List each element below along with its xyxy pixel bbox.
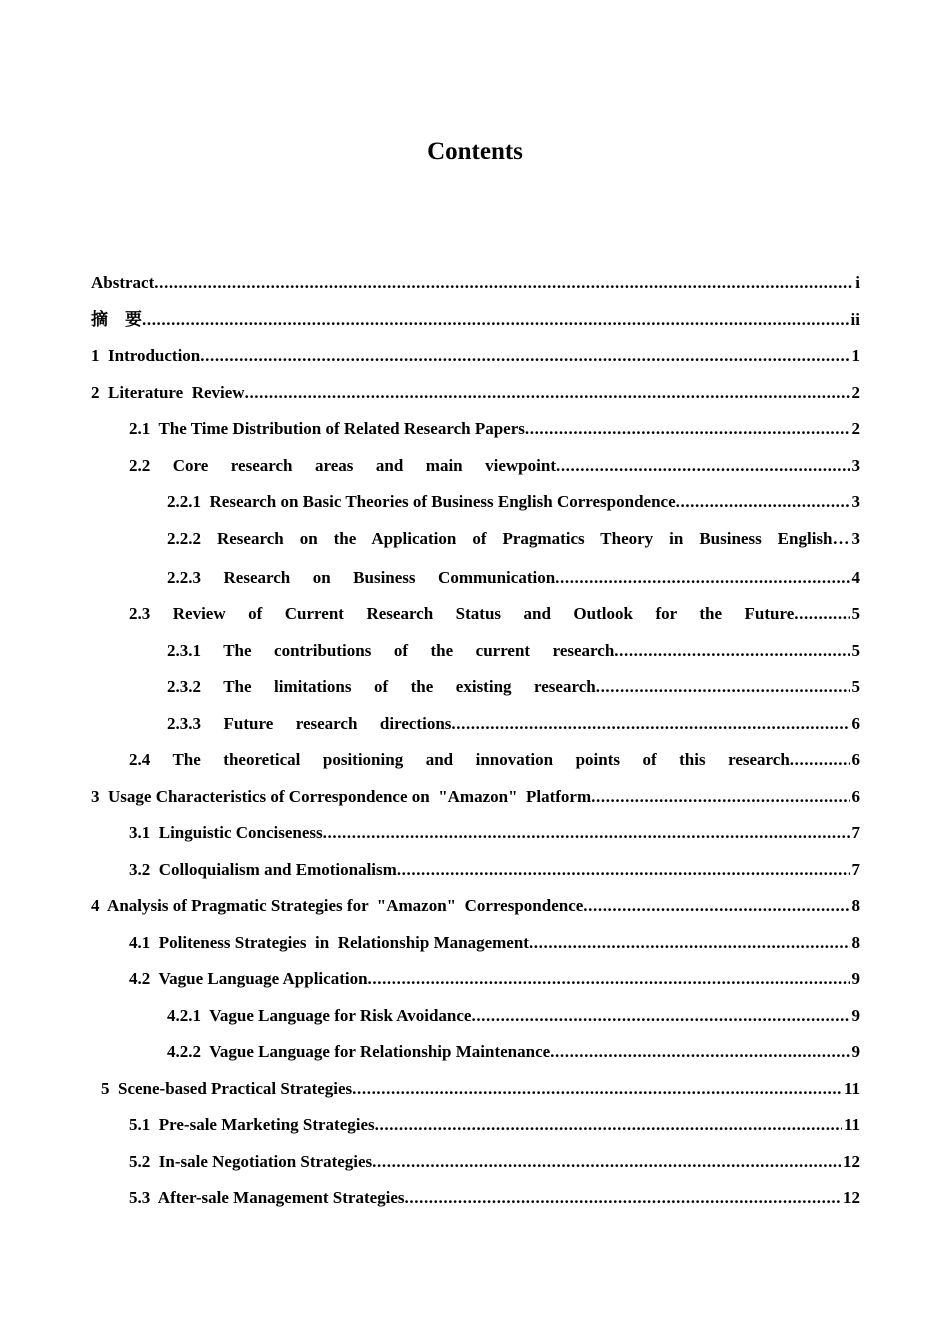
toc-dot-leader — [368, 964, 850, 994]
toc-entry-text: 2.3.1 The contributions of the current research — [167, 640, 615, 660]
toc-dot-leader — [794, 599, 849, 629]
toc-entry-text: 3 Usage Characteristics of Correspondence on "Amazon" Platform — [91, 786, 592, 806]
toc-entry-2-2-2[interactable] — [91, 524, 860, 563]
toc-dot-leader — [676, 487, 850, 517]
toc-dot-leader — [154, 268, 853, 298]
toc-dot-leader — [200, 341, 849, 371]
toc-entry-2-2-3[interactable] — [91, 563, 860, 600]
toc-entry-4[interactable] — [91, 891, 860, 928]
toc-dot-leader — [614, 636, 849, 666]
toc-page-number: 11 — [843, 1115, 860, 1134]
toc-entry-text: 4.2 Vague Language Application — [129, 969, 368, 988]
toc-entry-text: 4 Analysis of Pragmatic Strategies for "Amazon" Correspondence — [91, 896, 584, 915]
toc-page-number: 6 — [851, 786, 860, 806]
toc-entry-text: 2 Literature Review — [91, 382, 245, 402]
toc-page-number: 11 — [843, 1078, 860, 1098]
toc-entry-text: 1 Introduction — [91, 346, 201, 365]
toc-entry-2-3-1[interactable] — [91, 636, 860, 673]
toc-entry-2-3[interactable] — [91, 599, 860, 636]
toc-page-number: 9 — [851, 1042, 860, 1061]
toc-dot-leader — [471, 1001, 849, 1031]
toc-dot-leader — [397, 855, 850, 885]
toc-page-number: 3 — [851, 492, 860, 511]
toc-page-number: 9 — [851, 969, 860, 988]
toc-dot-leader — [451, 709, 849, 739]
toc-entry-text: 摘 要 — [91, 309, 142, 329]
toc-entry-2-3-3[interactable] — [91, 709, 860, 746]
toc-dot-leader — [405, 1183, 841, 1213]
toc-page-number: 5 — [851, 640, 860, 660]
toc-page-number: 7 — [851, 859, 860, 879]
toc-dot-leader — [352, 1074, 842, 1104]
toc-entry-2-3-2[interactable] — [91, 672, 860, 709]
toc-page-number: 2 — [851, 419, 860, 438]
toc-dot-leader — [591, 782, 849, 812]
toc-page-number: 12 — [843, 1151, 860, 1171]
toc-entry-text: 2.2.2 Research on the Application of Pragmatics Theory in Business English… — [167, 528, 850, 548]
table-of-contents — [91, 268, 860, 1220]
toc-page-number: 4 — [851, 567, 860, 587]
toc-entry-2-2[interactable] — [91, 451, 860, 488]
page-title: Contents — [427, 138, 523, 165]
toc-dot-leader — [550, 1037, 849, 1067]
toc-dot-leader — [372, 1147, 841, 1177]
toc-entry-5-2[interactable] — [91, 1147, 860, 1184]
toc-entry-text: 4.2.1 Vague Language for Risk Avoidance — [167, 1005, 472, 1025]
toc-entry-5-1[interactable] — [91, 1110, 860, 1147]
toc-dot-leader — [790, 745, 850, 775]
toc-dot-leader — [323, 818, 850, 848]
toc-entry-text: 2.2.1 Research on Basic Theories of Business English Correspondence — [167, 492, 676, 511]
toc-dot-leader — [245, 378, 850, 408]
toc-page-number: 7 — [851, 823, 860, 842]
toc-entry-text: 5.3 After-sale Management Strategies — [129, 1188, 405, 1207]
toc-entry-5[interactable] — [91, 1074, 860, 1111]
toc-page-number: 6 — [851, 750, 860, 769]
toc-page-number: 3 — [851, 528, 860, 548]
toc-entry-text: Abstract — [91, 273, 155, 292]
toc-entry-text: 3.1 Linguistic Conciseness — [129, 823, 323, 842]
toc-entry-text: 2.1 The Time Distribution of Related Research Papers — [129, 419, 525, 438]
toc-entry-chinese-abstract[interactable] — [91, 305, 860, 342]
toc-entry-text: 4.1 Politeness Strategies in Relationship Management — [129, 932, 529, 952]
toc-page-number: 8 — [851, 896, 860, 915]
toc-entry-5-3[interactable] — [91, 1183, 860, 1220]
toc-page-number: 6 — [851, 713, 860, 733]
toc-entry-1[interactable] — [91, 341, 860, 378]
toc-page-number: 1 — [851, 346, 860, 365]
toc-entry-text: 2.4 The theoretical positioning and innovation points of this research — [129, 750, 790, 769]
toc-page-number: 5 — [851, 604, 860, 623]
toc-entry-4-2-1[interactable] — [91, 1001, 860, 1038]
toc-entry-2-2-1[interactable] — [91, 487, 860, 524]
toc-entry-2[interactable] — [91, 378, 860, 415]
toc-entry-text: 5.1 Pre-sale Marketing Strategies — [129, 1115, 375, 1134]
toc-entry-2-1[interactable] — [91, 414, 860, 451]
toc-entry-4-1[interactable] — [91, 928, 860, 965]
toc-entry-4-2-2[interactable] — [91, 1037, 860, 1074]
toc-entry-text: 4.2.2 Vague Language for Relationship Maintenance — [167, 1042, 551, 1061]
toc-entry-text: 2.2 Core research areas and main viewpoint — [129, 455, 556, 475]
toc-entry-4-2[interactable] — [91, 964, 860, 1001]
toc-dot-leader — [142, 305, 849, 335]
toc-entry-3-1[interactable] — [91, 818, 860, 855]
toc-page-number: 2 — [851, 382, 860, 402]
toc-page-number: 8 — [851, 932, 860, 952]
toc-entry-text: 3.2 Colloquialism and Emotionalism — [129, 859, 397, 879]
toc-dot-leader — [555, 563, 849, 593]
toc-entry-text: 5.2 In-sale Negotiation Strategies — [129, 1151, 373, 1171]
toc-entry-2-4[interactable] — [91, 745, 860, 782]
toc-entry-abstract[interactable] — [91, 268, 860, 305]
toc-dot-leader — [583, 891, 849, 921]
toc-page-number: i — [855, 273, 860, 292]
toc-entry-text: 2.2.3 Research on Business Communication — [167, 567, 556, 587]
toc-page-number: 9 — [851, 1005, 860, 1025]
toc-entry-text: 2.3.3 Future research directions — [167, 713, 452, 733]
toc-entry-text: 2.3 Review of Current Research Status and Outlook for the Future — [129, 604, 795, 623]
toc-page-number: 3 — [851, 455, 860, 475]
toc-entry-text: 2.3.2 The limitations of the existing research — [167, 677, 596, 696]
toc-dot-leader — [529, 928, 850, 958]
toc-page-number: ii — [850, 309, 860, 329]
toc-entry-text: 5 Scene-based Practical Strategies — [101, 1078, 353, 1098]
toc-page-number: 5 — [851, 677, 860, 696]
toc-entry-3-2[interactable] — [91, 855, 860, 892]
toc-entry-3[interactable] — [91, 782, 860, 819]
toc-page-number: 12 — [843, 1188, 860, 1207]
toc-dot-leader — [596, 672, 850, 702]
toc-dot-leader — [375, 1110, 842, 1140]
toc-dot-leader — [525, 414, 850, 444]
toc-dot-leader — [556, 451, 850, 481]
